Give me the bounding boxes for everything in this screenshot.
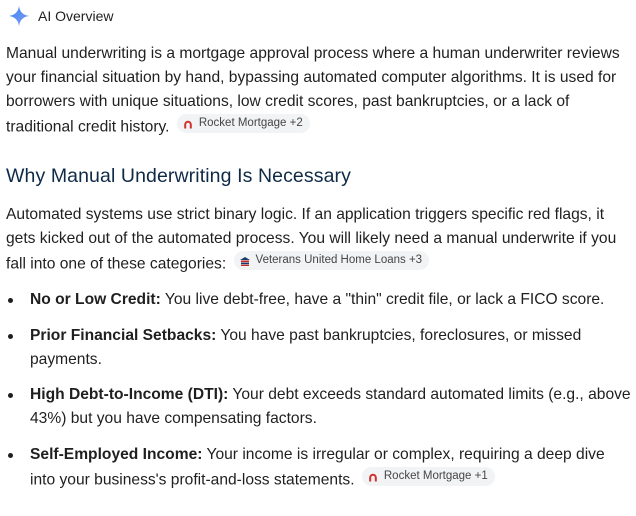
- list-item-text: You live debt-free, have a "thin" credit file, or lack a FICO score.: [160, 291, 605, 308]
- list-item-lead: Self-Employed Income:: [30, 446, 203, 463]
- section-heading: Why Manual Underwriting Is Necessary: [6, 165, 351, 187]
- intro-text: Manual underwriting is a mortgage approval process where a human underwriter reviews your financial situation by hand, bypassing automated computer algorithms. It is used for borrowers with unique situations, low credit scores, past bankruptcies, or a lack of traditional credit history.: [6, 45, 620, 136]
- list-item: [6, 383, 634, 431]
- rocket-mortgage-icon: [182, 118, 194, 130]
- ai-overview-header: [8, 4, 113, 28]
- rocket-mortgage-icon: [367, 471, 379, 483]
- categories-list: [6, 288, 634, 493]
- list-item: [6, 324, 634, 372]
- ai-overview-title: AI Overview: [38, 8, 114, 24]
- list-item-text: Your income is irregular or complex, requiring a deep dive into your business's profit-and-loss statements.: [30, 446, 605, 489]
- section-paragraph: [6, 203, 634, 277]
- list-item-lead: No or Low Credit:: [30, 291, 161, 308]
- intro-paragraph: [6, 42, 634, 140]
- sparkle-icon: [8, 5, 30, 27]
- source-chip-label: Rocket Mortgage +1: [383, 470, 488, 482]
- list-item-lead: High Debt-to-Income (DTI):: [30, 386, 229, 403]
- bullet-icon: [8, 298, 13, 303]
- bullet-icon: [8, 393, 13, 398]
- list-item: [6, 443, 634, 493]
- source-chip-veterans-united[interactable]: [234, 251, 430, 270]
- source-chip-label: Rocket Mortgage +2: [198, 117, 303, 129]
- source-chip-label: Veterans United Home Loans +3: [255, 254, 423, 266]
- overview-content: [6, 42, 634, 489]
- list-item-text: Your debt exceeds standard automated limits (e.g., above 43%) but you have compensating factors.: [30, 386, 631, 427]
- list-item-lead: Prior Financial Setbacks:: [30, 327, 217, 344]
- veterans-united-icon: [239, 255, 251, 267]
- bullet-icon: [8, 334, 13, 339]
- source-chip-rocket-mortgage[interactable]: [177, 114, 310, 133]
- section-text: Automated systems use strict binary logic. If an application triggers specific red flags, it gets kicked out of the automated process. You will likely need a manual underwrite if you fall into one of these categories:: [6, 206, 617, 273]
- list-item-text: You have past bankruptcies, foreclosures, or missed payments.: [30, 327, 582, 368]
- bullet-icon: [8, 453, 13, 458]
- source-chip-rocket-mortgage[interactable]: [362, 467, 495, 486]
- list-item: [6, 288, 634, 312]
